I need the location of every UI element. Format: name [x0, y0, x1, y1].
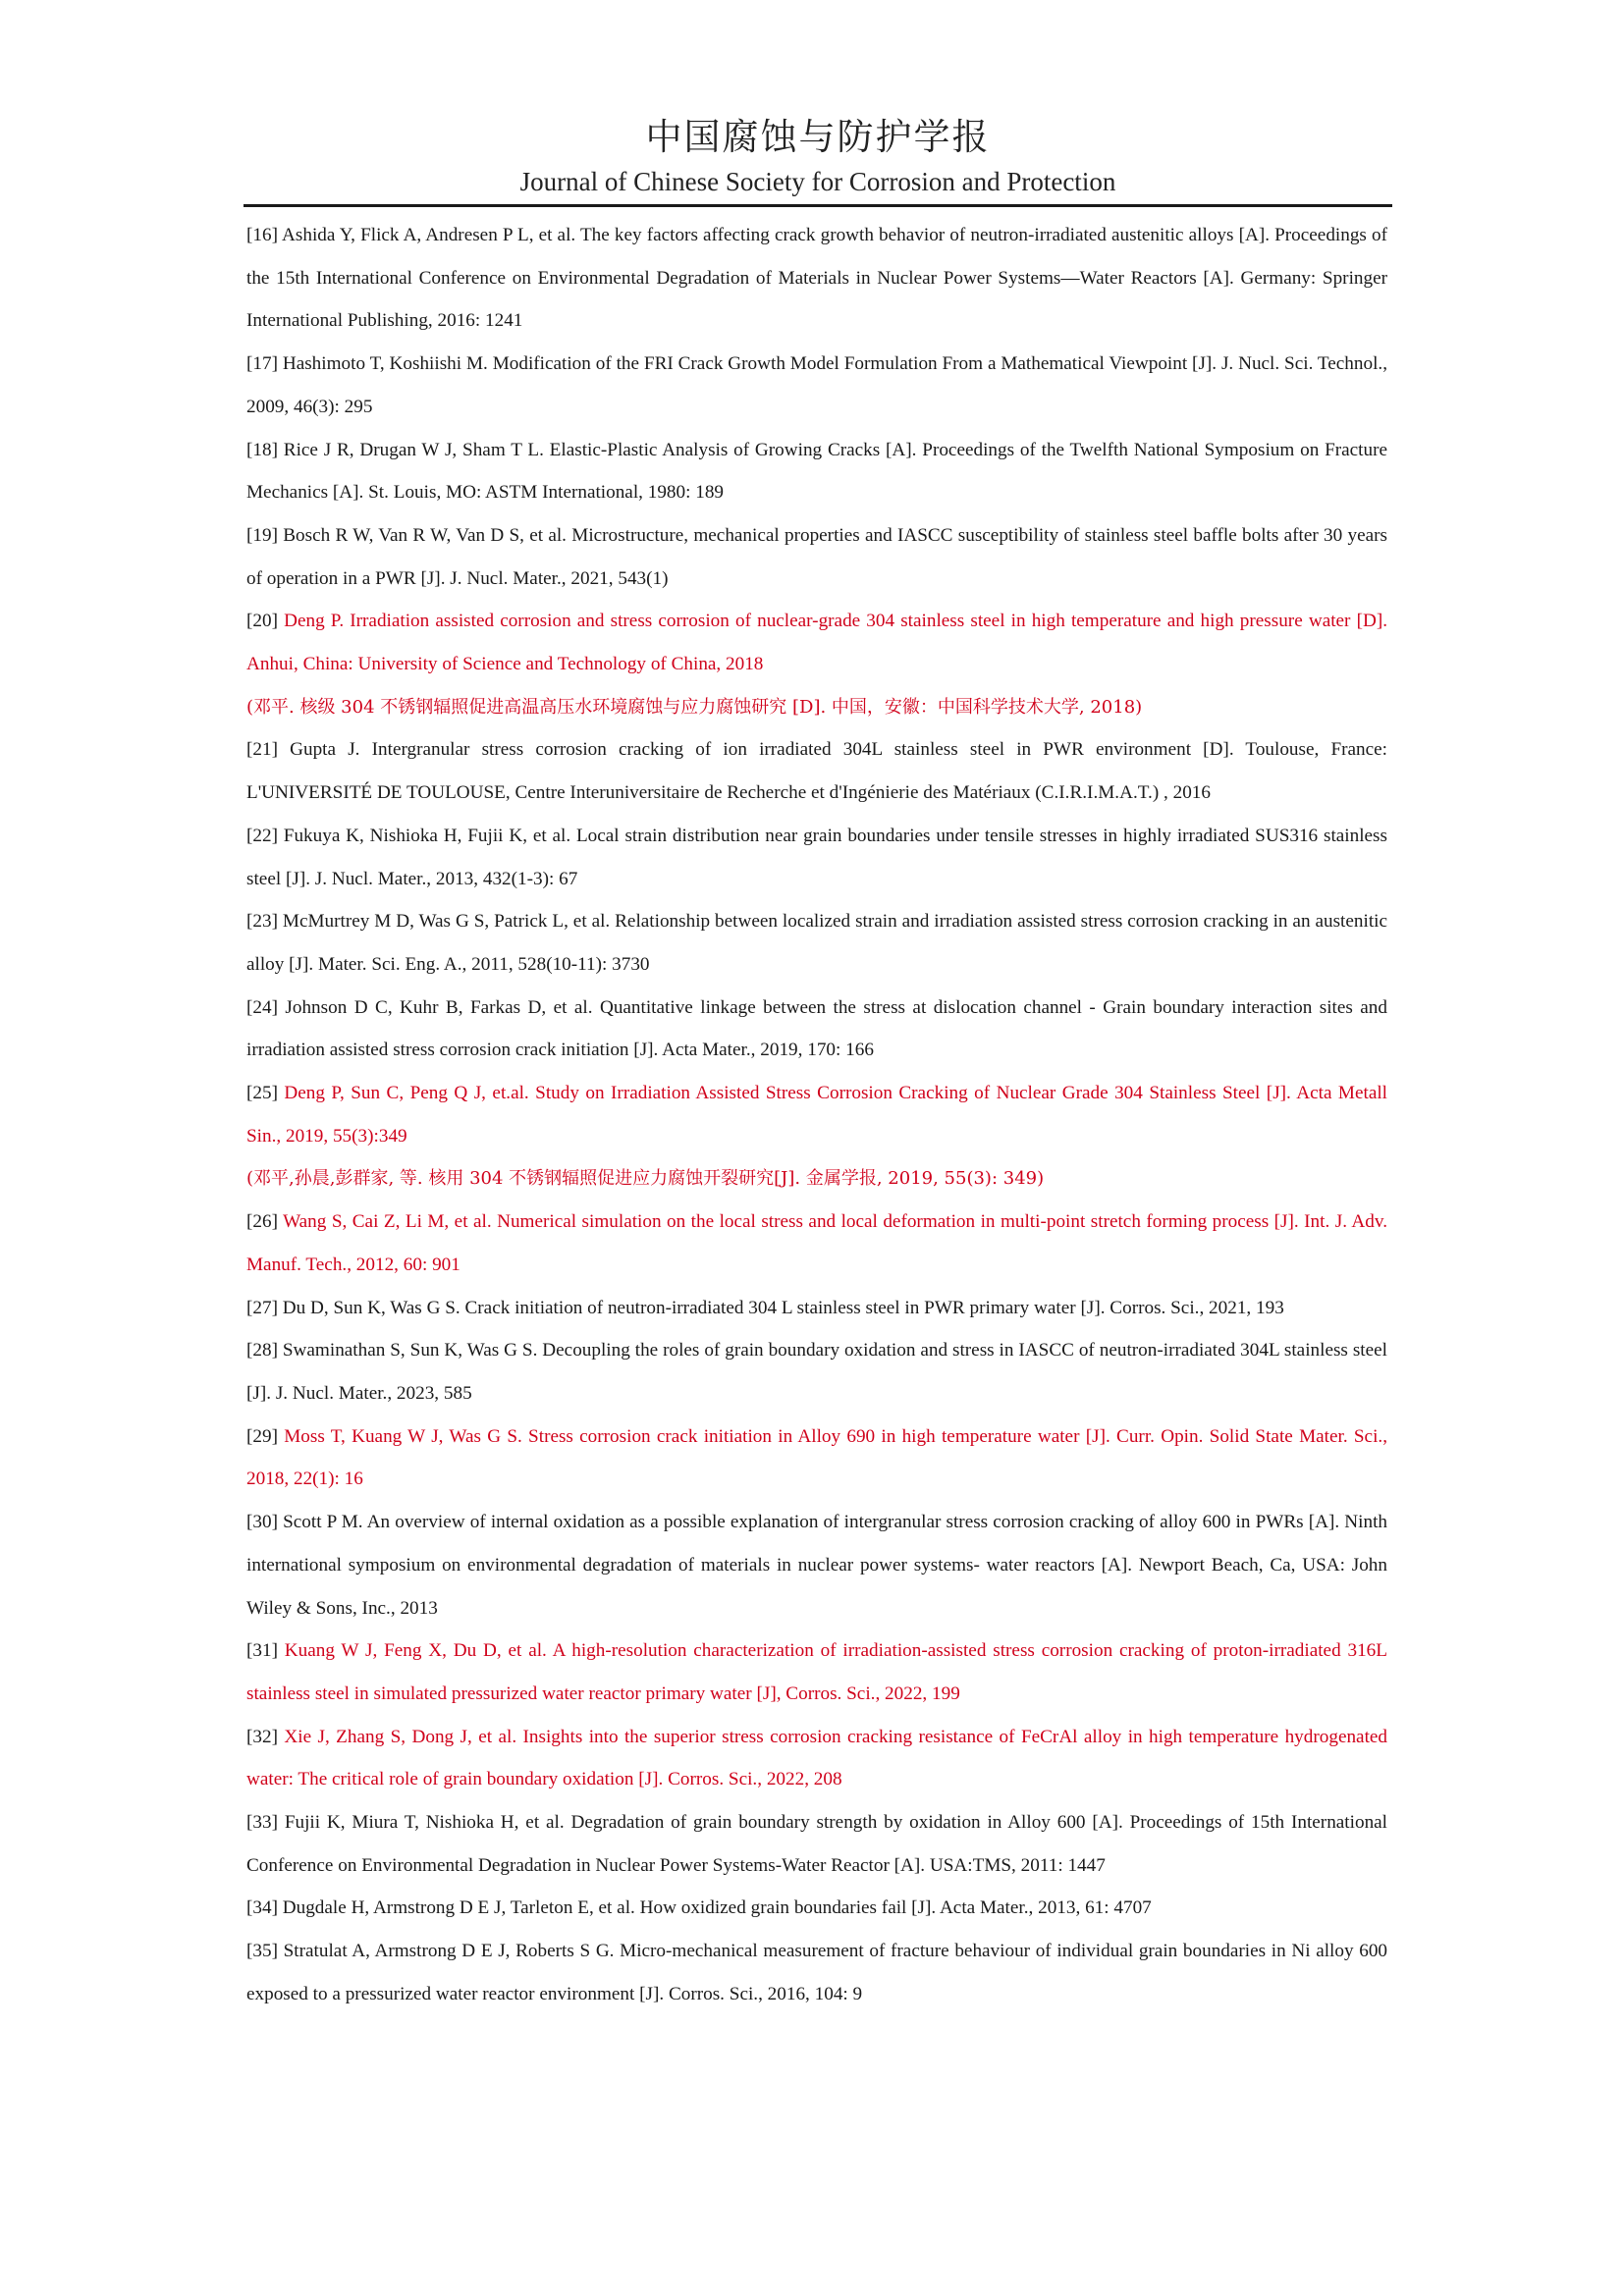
reference-text: Kuang W J, Feng X, Du D, et al. A high-resolution characterization of irradiation-assisted stress corrosion cracking of proton-irradiated 316L stainless steel in simulated pressurized water reactor primary water [J], Corros. Sci., 2022, 199 — [246, 1640, 1387, 1704]
reference-text: Deng P, Sun C, Peng Q J, et.al. Study on Irradiation Assisted Stress Corrosion Cracking of Nuclear Grade 304 Stainless Steel [J]. Acta Metall Sin., 2019, 55(3):349 — [246, 1083, 1387, 1147]
reference-item — [246, 1629, 1387, 1715]
reference-number: [30] — [246, 1512, 278, 1533]
reference-item — [246, 1887, 1387, 1930]
reference-text: Wang S, Cai Z, Li M, et al. Numerical simulation on the local stress and local deformation in multi-point stretch forming process [J]. Int. J. Adv. Manuf. Tech., 2012, 60: 901 — [246, 1211, 1388, 1275]
reference-number: [35] — [246, 1941, 278, 1962]
reference-item — [246, 1201, 1387, 1286]
header-rule — [244, 204, 1392, 207]
reference-text: Xie J, Zhang S, Dong J, et al. Insights into the superior stress corrosion cracking resistance of FeCrAl alloy in high temperature hydrogenated water: The critical role of grain boundary oxidation [J]. Corros. Sci., 2022, 208 — [246, 1726, 1388, 1790]
reference-text: Swaminathan S, Sun K, Was G S. Decoupling the roles of grain boundary oxidation and stress in IASCC of neutron-irradiated 304L stainless steel [J]. J. Nucl. Mater., 2023, 585 — [246, 1340, 1387, 1404]
reference-text: Scott P M. An overview of internal oxidation as a possible explanation of intergranular stress corrosion cracking of alloy 600 in PWRs [A]. Ninth international symposium on environmental degradation of materials in nuclear power systems- water reactors [A]. Newport Beach, Ca, USA: John Wiley & Sons, Inc., 2013 — [246, 1512, 1387, 1619]
reference-item — [246, 514, 1387, 600]
journal-header — [244, 114, 1392, 198]
reference-number: [17] — [246, 353, 278, 375]
reference-number: [28] — [246, 1340, 278, 1362]
reference-text: Hashimoto T, Koshiishi M. Modification of the FRI Crack Growth Model Formulation From a Mathematical Viewpoint [J]. J. Nucl. Sci. Technol., 2009, 46(3): 295 — [246, 353, 1388, 417]
reference-item — [246, 214, 1387, 343]
reference-number: [20] — [246, 611, 278, 632]
reference-item — [246, 429, 1387, 514]
reference-item — [246, 1801, 1387, 1887]
reference-item — [246, 900, 1387, 986]
reference-number: [23] — [246, 911, 278, 933]
reference-item — [246, 815, 1387, 900]
reference-text: Bosch R W, Van R W, Van D S, et al. Microstructure, mechanical properties and IASCC susceptibility of stainless steel baffle bolts after 30 years of operation in a PWR [J]. J. Nucl. Mater., 2021, 543(1) — [246, 524, 1387, 589]
reference-text: Fujii K, Miura T, Nishioka H, et al. Degradation of grain boundary strength by oxidation in Alloy 600 [A]. Proceedings of 15th International Conference on Environmental Degradation in Nuclear Power Systems-Water Reactor [A]. USA:TMS, 2011: 1447 — [246, 1812, 1388, 1876]
reference-number: [27] — [246, 1297, 278, 1318]
reference-text: Du D, Sun K, Was G S. Crack initiation of neutron-irradiated 304 L stainless steel in PWR primary water [J]. Corros. Sci., 2021, 193 — [282, 1297, 1284, 1318]
reference-item — [246, 1072, 1387, 1201]
reference-number: [32] — [246, 1726, 278, 1747]
journal-title-en: Journal of Chinese Society for Corrosion and Protection — [519, 167, 1116, 196]
reference-number: [22] — [246, 825, 278, 846]
reference-item — [246, 600, 1387, 728]
reference-number: [26] — [246, 1211, 278, 1233]
reference-item — [246, 1287, 1387, 1330]
reference-number: [24] — [246, 996, 278, 1018]
reference-text: Stratulat A, Armstrong D E J, Roberts S G. Micro-mechanical measurement of fracture behaviour of individual grain boundaries in Ni alloy 600 exposed to a pressurized water reactor environment [J]. Corros. Sci., 2016, 104: 9 — [246, 1941, 1388, 2004]
reference-item — [246, 1329, 1387, 1415]
reference-text: Johnson D C, Kuhr B, Farkas D, et al. Quantitative linkage between the stress at dislocation channel - Grain boundary interaction sites and irradiation assisted stress corrosion crack initiation [J]. Acta Mater., 2019, 170: 166 — [246, 996, 1387, 1061]
reference-text: Dugdale H, Armstrong D E J, Tarleton E, et al. How oxidized grain boundaries fail [J]. Acta Mater., 2013, 61: 4707 — [282, 1897, 1152, 1919]
reference-item — [246, 728, 1387, 814]
reference-text: Ashida Y, Flick A, Andresen P L, et al. The key factors affecting crack growth behavior of neutron-irradiated austenitic alloys [A]. Proceedings of the 15th International Conference on Environmental Degradation of Materials in Nuclear Power Systems—Water Reactors [A]. Germany: Springer International Publishing, 2016: 1241 — [246, 225, 1387, 332]
reference-number: [21] — [246, 739, 278, 761]
reference-number: [31] — [246, 1640, 278, 1662]
reference-text: McMurtrey M D, Was G S, Patrick L, et al. Relationship between localized strain and irradiation assisted stress corrosion cracking in an austenitic alloy [J]. Mater. Sci. Eng. A., 2011, 528(10-11): 3730 — [246, 911, 1387, 975]
journal-title-cn: 中国腐蚀与防护学报 — [645, 116, 991, 158]
reference-chinese-text: (邓平. 核级 304 不锈钢辐照促进高温高压水环境腐蚀与应力腐蚀研究 [D]. 中国，安徽：中国科学技术大学, 2018) — [246, 696, 1143, 718]
reference-chinese-text: (邓平,孙晨,彭群家, 等. 核用 304 不锈钢辐照促进应力腐蚀开裂研究[J]. 金属学报, 2019, 55(3): 349) — [246, 1168, 1045, 1190]
reference-number: [16] — [246, 225, 278, 245]
reference-item — [246, 1716, 1387, 1801]
reference-number: [34] — [246, 1897, 278, 1919]
reference-item — [246, 1501, 1387, 1629]
reference-text: Deng P. Irradiation assisted corrosion and stress corrosion of nuclear-grade 304 stainless steel in high temperature and high pressure water [D]. Anhui, China: University of Science and Technology of China, 2018 — [246, 611, 1388, 675]
reference-item — [246, 1930, 1387, 2015]
reference-text: Fukuya K, Nishioka H, Fujii K, et al. Local strain distribution near grain boundaries under tensile stresses in highly irradiated SUS316 stainless steel [J]. J. Nucl. Mater., 2013, 432(1-3): 67 — [246, 825, 1387, 889]
reference-number: [19] — [246, 524, 278, 546]
reference-text: Moss T, Kuang W J, Was G S. Stress corrosion crack initiation in Alloy 690 in high temperature water [J]. Curr. Opin. Solid State Mater. Sci., 2018, 22(1): 16 — [246, 1425, 1387, 1490]
reference-text: Rice J R, Drugan W J, Sham T L. Elastic-Plastic Analysis of Growing Cracks [A]. Proceedings of the Twelfth National Symposium on Fracture Mechanics [A]. St. Louis, MO: ASTM International, 1980: 189 — [246, 439, 1388, 504]
reference-list — [246, 214, 1387, 2016]
reference-text: Gupta J. Intergranular stress corrosion cracking of ion irradiated 304L stainless steel in PWR environment [D]. Toulouse, France: L'UNIVERSITÉ DE TOULOUSE, Centre Interuniversitaire de Recherche et d'Ingénierie des Matériaux (C.I.R.I.M.A.T.) , 2016 — [246, 739, 1388, 804]
reference-item — [246, 1415, 1387, 1501]
reference-number: [33] — [246, 1812, 278, 1834]
reference-number: [25] — [246, 1083, 278, 1104]
reference-number: [18] — [246, 439, 278, 460]
reference-item — [246, 987, 1387, 1072]
reference-item — [246, 343, 1387, 428]
reference-number: [29] — [246, 1425, 278, 1447]
